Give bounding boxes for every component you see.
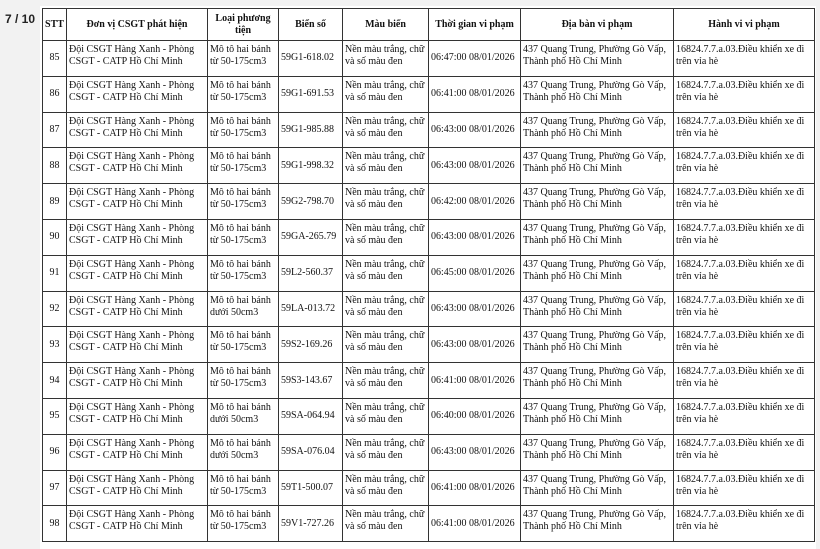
cell-location: 437 Quang Trung, Phường Gò Vấp, Thành phố Hồ Chí Minh bbox=[521, 434, 674, 470]
cell-plate: 59L2-560.37 bbox=[279, 255, 343, 291]
table-row bbox=[43, 219, 815, 255]
cell-stt: 89 bbox=[43, 184, 67, 220]
cell-unit: Đội CSGT Hàng Xanh - Phòng CSGT - CATP Hồ Chí Minh bbox=[67, 184, 208, 220]
cell-violation: 16824.7.7.a.03.Điều khiển xe đi trên vỉa hè bbox=[674, 506, 815, 542]
cell-location: 437 Quang Trung, Phường Gò Vấp, Thành phố Hồ Chí Minh bbox=[521, 184, 674, 220]
cell-unit: Đội CSGT Hàng Xanh - Phòng CSGT - CATP Hồ Chí Minh bbox=[67, 327, 208, 363]
cell-plate-color: Nền màu trắng, chữ và số màu đen bbox=[343, 184, 429, 220]
cell-unit: Đội CSGT Hàng Xanh - Phòng CSGT - CATP Hồ Chí Minh bbox=[67, 291, 208, 327]
table-row bbox=[43, 506, 815, 542]
document-page bbox=[40, 6, 816, 549]
cell-vehicle: Mô tô hai bánh từ 50-175cm3 bbox=[208, 41, 279, 77]
cell-vehicle: Mô tô hai bánh dưới 50cm3 bbox=[208, 398, 279, 434]
cell-vehicle: Mô tô hai bánh từ 50-175cm3 bbox=[208, 470, 279, 506]
cell-plate: 59GA-265.79 bbox=[279, 219, 343, 255]
cell-violation: 16824.7.7.a.03.Điều khiển xe đi trên vỉa hè bbox=[674, 76, 815, 112]
cell-unit: Đội CSGT Hàng Xanh - Phòng CSGT - CATP Hồ Chí Minh bbox=[67, 434, 208, 470]
cell-plate: 59G1-691.53 bbox=[279, 76, 343, 112]
cell-unit: Đội CSGT Hàng Xanh - Phòng CSGT - CATP Hồ Chí Minh bbox=[67, 506, 208, 542]
cell-violation: 16824.7.7.a.03.Điều khiển xe đi trên vỉa hè bbox=[674, 112, 815, 148]
header-location: Địa bàn vi phạm bbox=[521, 9, 674, 41]
header-vehicle: Loại phương tiện bbox=[208, 9, 279, 41]
table-row bbox=[43, 41, 815, 77]
cell-time: 06:43:00 08/01/2026 bbox=[429, 291, 521, 327]
cell-location: 437 Quang Trung, Phường Gò Vấp, Thành phố Hồ Chí Minh bbox=[521, 327, 674, 363]
cell-stt: 95 bbox=[43, 398, 67, 434]
cell-unit: Đội CSGT Hàng Xanh - Phòng CSGT - CATP Hồ Chí Minh bbox=[67, 219, 208, 255]
cell-plate-color: Nền màu trắng, chữ và số màu đen bbox=[343, 470, 429, 506]
cell-stt: 94 bbox=[43, 363, 67, 399]
cell-location: 437 Quang Trung, Phường Gò Vấp, Thành phố Hồ Chí Minh bbox=[521, 363, 674, 399]
cell-vehicle: Mô tô hai bánh từ 50-175cm3 bbox=[208, 76, 279, 112]
cell-time: 06:41:00 08/01/2026 bbox=[429, 363, 521, 399]
cell-time: 06:43:00 08/01/2026 bbox=[429, 112, 521, 148]
table-row bbox=[43, 76, 815, 112]
cell-violation: 16824.7.7.a.03.Điều khiển xe đi trên vỉa hè bbox=[674, 363, 815, 399]
cell-stt: 90 bbox=[43, 219, 67, 255]
cell-stt: 93 bbox=[43, 327, 67, 363]
cell-plate: 59S2-169.26 bbox=[279, 327, 343, 363]
cell-unit: Đội CSGT Hàng Xanh - Phòng CSGT - CATP Hồ Chí Minh bbox=[67, 148, 208, 184]
cell-time: 06:43:00 08/01/2026 bbox=[429, 327, 521, 363]
cell-plate-color: Nền màu trắng, chữ và số màu đen bbox=[343, 291, 429, 327]
cell-unit: Đội CSGT Hàng Xanh - Phòng CSGT - CATP Hồ Chí Minh bbox=[67, 470, 208, 506]
cell-plate: 59G1-998.32 bbox=[279, 148, 343, 184]
header-violation: Hành vi vi phạm bbox=[674, 9, 815, 41]
cell-time: 06:40:00 08/01/2026 bbox=[429, 398, 521, 434]
cell-violation: 16824.7.7.a.03.Điều khiển xe đi trên vỉa hè bbox=[674, 434, 815, 470]
cell-vehicle: Mô tô hai bánh từ 50-175cm3 bbox=[208, 219, 279, 255]
cell-location: 437 Quang Trung, Phường Gò Vấp, Thành phố Hồ Chí Minh bbox=[521, 148, 674, 184]
cell-plate-color: Nền màu trắng, chữ và số màu đen bbox=[343, 76, 429, 112]
cell-time: 06:41:00 08/01/2026 bbox=[429, 470, 521, 506]
cell-stt: 92 bbox=[43, 291, 67, 327]
table-row bbox=[43, 434, 815, 470]
cell-violation: 16824.7.7.a.03.Điều khiển xe đi trên vỉa hè bbox=[674, 41, 815, 77]
page-indicator: 7 / 10 bbox=[4, 12, 36, 26]
cell-violation: 16824.7.7.a.03.Điều khiển xe đi trên vỉa hè bbox=[674, 327, 815, 363]
cell-vehicle: Mô tô hai bánh từ 50-175cm3 bbox=[208, 112, 279, 148]
table-row bbox=[43, 255, 815, 291]
cell-vehicle: Mô tô hai bánh từ 50-175cm3 bbox=[208, 148, 279, 184]
table-row bbox=[43, 291, 815, 327]
cell-time: 06:42:00 08/01/2026 bbox=[429, 184, 521, 220]
cell-stt: 88 bbox=[43, 148, 67, 184]
cell-plate-color: Nền màu trắng, chữ và số màu đen bbox=[343, 363, 429, 399]
cell-time: 06:41:00 08/01/2026 bbox=[429, 76, 521, 112]
cell-location: 437 Quang Trung, Phường Gò Vấp, Thành phố Hồ Chí Minh bbox=[521, 398, 674, 434]
cell-vehicle: Mô tô hai bánh từ 50-175cm3 bbox=[208, 327, 279, 363]
table-row bbox=[43, 148, 815, 184]
cell-plate: 59T1-500.07 bbox=[279, 470, 343, 506]
cell-plate: 59SA-076.04 bbox=[279, 434, 343, 470]
cell-stt: 87 bbox=[43, 112, 67, 148]
cell-plate: 59V1-727.26 bbox=[279, 506, 343, 542]
table-row bbox=[43, 184, 815, 220]
cell-violation: 16824.7.7.a.03.Điều khiển xe đi trên vỉa hè bbox=[674, 219, 815, 255]
cell-time: 06:41:00 08/01/2026 bbox=[429, 506, 521, 542]
header-time: Thời gian vi phạm bbox=[429, 9, 521, 41]
header-plate: Biển số bbox=[279, 9, 343, 41]
cell-location: 437 Quang Trung, Phường Gò Vấp, Thành phố Hồ Chí Minh bbox=[521, 41, 674, 77]
cell-plate-color: Nền màu trắng, chữ và số màu đen bbox=[343, 327, 429, 363]
table-row bbox=[43, 112, 815, 148]
cell-plate-color: Nền màu trắng, chữ và số màu đen bbox=[343, 41, 429, 77]
cell-vehicle: Mô tô hai bánh từ 50-175cm3 bbox=[208, 184, 279, 220]
cell-violation: 16824.7.7.a.03.Điều khiển xe đi trên vỉa hè bbox=[674, 148, 815, 184]
cell-vehicle: Mô tô hai bánh dưới 50cm3 bbox=[208, 434, 279, 470]
header-plate-color: Màu biển bbox=[343, 9, 429, 41]
cell-unit: Đội CSGT Hàng Xanh - Phòng CSGT - CATP Hồ Chí Minh bbox=[67, 112, 208, 148]
cell-stt: 91 bbox=[43, 255, 67, 291]
header-stt: STT bbox=[43, 9, 67, 41]
cell-unit: Đội CSGT Hàng Xanh - Phòng CSGT - CATP Hồ Chí Minh bbox=[67, 398, 208, 434]
cell-violation: 16824.7.7.a.03.Điều khiển xe đi trên vỉa hè bbox=[674, 255, 815, 291]
violations-table bbox=[42, 8, 815, 542]
table-row bbox=[43, 398, 815, 434]
cell-stt: 85 bbox=[43, 41, 67, 77]
cell-plate: 59LA-013.72 bbox=[279, 291, 343, 327]
cell-plate: 59G1-618.02 bbox=[279, 41, 343, 77]
cell-violation: 16824.7.7.a.03.Điều khiển xe đi trên vỉa hè bbox=[674, 184, 815, 220]
cell-location: 437 Quang Trung, Phường Gò Vấp, Thành phố Hồ Chí Minh bbox=[521, 219, 674, 255]
cell-location: 437 Quang Trung, Phường Gò Vấp, Thành phố Hồ Chí Minh bbox=[521, 255, 674, 291]
cell-stt: 96 bbox=[43, 434, 67, 470]
cell-violation: 16824.7.7.a.03.Điều khiển xe đi trên vỉa hè bbox=[674, 470, 815, 506]
cell-plate: 59G1-985.88 bbox=[279, 112, 343, 148]
cell-location: 437 Quang Trung, Phường Gò Vấp, Thành phố Hồ Chí Minh bbox=[521, 291, 674, 327]
cell-time: 06:43:00 08/01/2026 bbox=[429, 148, 521, 184]
cell-location: 437 Quang Trung, Phường Gò Vấp, Thành phố Hồ Chí Minh bbox=[521, 470, 674, 506]
cell-stt: 98 bbox=[43, 506, 67, 542]
cell-time: 06:43:00 08/01/2026 bbox=[429, 434, 521, 470]
table-row bbox=[43, 363, 815, 399]
cell-plate-color: Nền màu trắng, chữ và số màu đen bbox=[343, 148, 429, 184]
cell-unit: Đội CSGT Hàng Xanh - Phòng CSGT - CATP Hồ Chí Minh bbox=[67, 41, 208, 77]
cell-stt: 97 bbox=[43, 470, 67, 506]
table-body bbox=[43, 41, 815, 542]
cell-vehicle: Mô tô hai bánh từ 50-175cm3 bbox=[208, 506, 279, 542]
cell-plate-color: Nền màu trắng, chữ và số màu đen bbox=[343, 255, 429, 291]
cell-stt: 86 bbox=[43, 76, 67, 112]
header-unit: Đơn vị CSGT phát hiện bbox=[67, 9, 208, 41]
table-row bbox=[43, 470, 815, 506]
table-row bbox=[43, 327, 815, 363]
cell-plate: 59S3-143.67 bbox=[279, 363, 343, 399]
cell-vehicle: Mô tô hai bánh từ 50-175cm3 bbox=[208, 363, 279, 399]
cell-plate-color: Nền màu trắng, chữ và số màu đen bbox=[343, 219, 429, 255]
cell-time: 06:47:00 08/01/2026 bbox=[429, 41, 521, 77]
cell-plate-color: Nền màu trắng, chữ và số màu đen bbox=[343, 434, 429, 470]
cell-location: 437 Quang Trung, Phường Gò Vấp, Thành phố Hồ Chí Minh bbox=[521, 506, 674, 542]
cell-plate: 59G2-798.70 bbox=[279, 184, 343, 220]
cell-violation: 16824.7.7.a.03.Điều khiển xe đi trên vỉa hè bbox=[674, 291, 815, 327]
cell-location: 437 Quang Trung, Phường Gò Vấp, Thành phố Hồ Chí Minh bbox=[521, 76, 674, 112]
cell-vehicle: Mô tô hai bánh từ 50-175cm3 bbox=[208, 255, 279, 291]
cell-vehicle: Mô tô hai bánh dưới 50cm3 bbox=[208, 291, 279, 327]
table-header-row bbox=[43, 9, 815, 41]
cell-unit: Đội CSGT Hàng Xanh - Phòng CSGT - CATP Hồ Chí Minh bbox=[67, 363, 208, 399]
cell-location: 437 Quang Trung, Phường Gò Vấp, Thành phố Hồ Chí Minh bbox=[521, 112, 674, 148]
cell-plate-color: Nền màu trắng, chữ và số màu đen bbox=[343, 112, 429, 148]
cell-time: 06:45:00 08/01/2026 bbox=[429, 255, 521, 291]
cell-plate-color: Nền màu trắng, chữ và số màu đen bbox=[343, 506, 429, 542]
cell-violation: 16824.7.7.a.03.Điều khiển xe đi trên vỉa hè bbox=[674, 398, 815, 434]
cell-plate-color: Nền màu trắng, chữ và số màu đen bbox=[343, 398, 429, 434]
cell-plate: 59SA-064.94 bbox=[279, 398, 343, 434]
cell-unit: Đội CSGT Hàng Xanh - Phòng CSGT - CATP Hồ Chí Minh bbox=[67, 76, 208, 112]
cell-unit: Đội CSGT Hàng Xanh - Phòng CSGT - CATP Hồ Chí Minh bbox=[67, 255, 208, 291]
cell-time: 06:43:00 08/01/2026 bbox=[429, 219, 521, 255]
